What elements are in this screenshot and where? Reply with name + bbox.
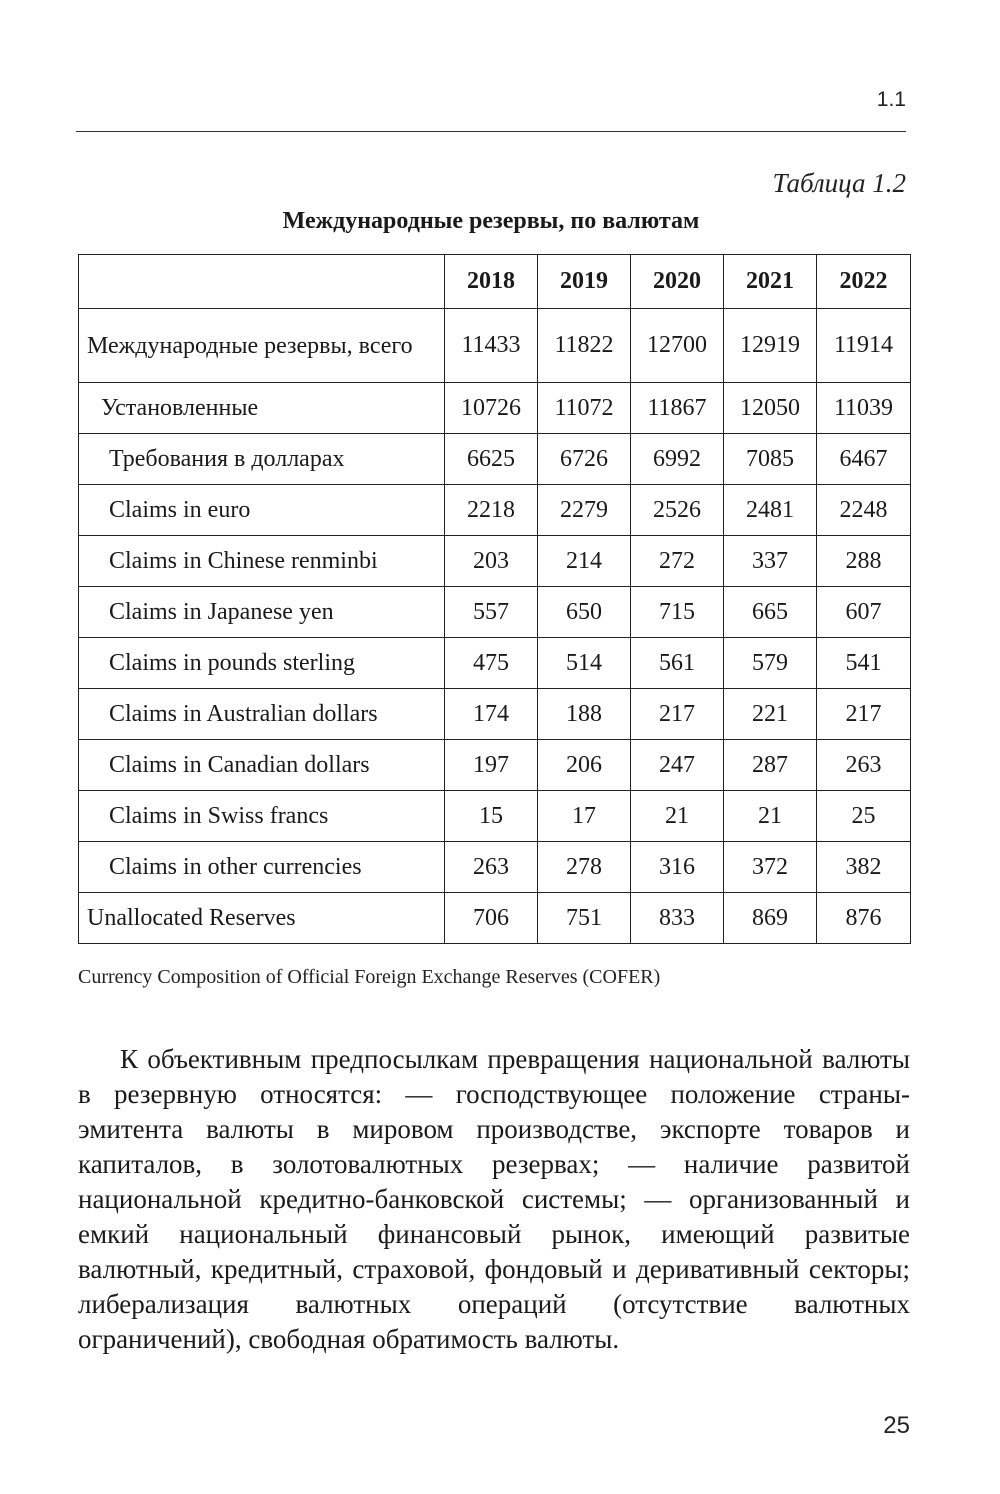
value-cell: 869 — [724, 893, 817, 944]
value-cell: 316 — [631, 842, 724, 893]
value-cell: 21 — [724, 791, 817, 842]
value-cell: 514 — [538, 638, 631, 689]
value-cell: 247 — [631, 740, 724, 791]
value-cell: 15 — [445, 791, 538, 842]
value-cell: 2279 — [538, 485, 631, 536]
value-cell: 751 — [538, 893, 631, 944]
row-label: Claims in Swiss francs — [79, 791, 445, 842]
value-cell: 2481 — [724, 485, 817, 536]
value-cell: 174 — [445, 689, 538, 740]
value-cell: 337 — [724, 536, 817, 587]
table-row — [79, 536, 911, 587]
row-label: Claims in Chinese renminbi — [79, 536, 445, 587]
table-label: Таблица 1.2 — [772, 168, 906, 198]
value-cell: 17 — [538, 791, 631, 842]
value-cell: 2218 — [445, 485, 538, 536]
value-cell: 25 — [817, 791, 911, 842]
row-label: Claims in euro — [79, 485, 445, 536]
table-row — [79, 791, 911, 842]
year-header: 2020 — [631, 255, 724, 309]
value-cell: 217 — [631, 689, 724, 740]
row-label: Unallocated Reserves — [79, 893, 445, 944]
value-cell: 11039 — [817, 383, 911, 434]
value-cell: 561 — [631, 638, 724, 689]
value-cell: 475 — [445, 638, 538, 689]
header-rule — [76, 131, 906, 132]
table-row — [79, 893, 911, 944]
value-cell: 21 — [631, 791, 724, 842]
section-number: 1.1 — [876, 88, 906, 111]
value-cell: 11433 — [445, 309, 538, 383]
table-row — [79, 587, 911, 638]
value-cell: 541 — [817, 638, 911, 689]
value-cell: 607 — [817, 587, 911, 638]
value-cell: 12919 — [724, 309, 817, 383]
table-row — [79, 638, 911, 689]
table-row — [79, 434, 911, 485]
value-cell: 11072 — [538, 383, 631, 434]
value-cell: 11867 — [631, 383, 724, 434]
value-cell: 876 — [817, 893, 911, 944]
value-cell: 203 — [445, 536, 538, 587]
value-cell: 833 — [631, 893, 724, 944]
value-cell: 2248 — [817, 485, 911, 536]
value-cell: 665 — [724, 587, 817, 638]
value-cell: 197 — [445, 740, 538, 791]
table-header-row — [79, 255, 911, 309]
value-cell: 188 — [538, 689, 631, 740]
year-header: 2018 — [445, 255, 538, 309]
body-paragraph: К объективным предпосылкам превращения национальной валюты в резервную относятся: — господствующее положение страны-эмитента валюты в мировом производстве, экспорте товаров и капиталов, в золотовалютных резервах; — наличие развитой национальной кредитно-банковской системы; — организованный и емкий национальный финансовый рынок, имеющий развитые валютный, кредитный, страховой, фондовый и деривативный секторы; либерализация валютных операций (отсутствие валютных ограничений), свободная обратимость валюты. — [78, 1044, 910, 1354]
value-cell: 11822 — [538, 309, 631, 383]
value-cell: 10726 — [445, 383, 538, 434]
row-label: Claims in Japanese yen — [79, 587, 445, 638]
value-cell: 11914 — [817, 309, 911, 383]
row-label: Claims in pounds sterling — [79, 638, 445, 689]
row-label: Claims in other currencies — [79, 842, 445, 893]
value-cell: 287 — [724, 740, 817, 791]
year-header: 2019 — [538, 255, 631, 309]
value-cell: 6726 — [538, 434, 631, 485]
value-cell: 272 — [631, 536, 724, 587]
value-cell: 12700 — [631, 309, 724, 383]
value-cell: 6467 — [817, 434, 911, 485]
value-cell: 6992 — [631, 434, 724, 485]
value-cell: 278 — [538, 842, 631, 893]
table-row — [79, 842, 911, 893]
table-title: Международные резервы, по валютам — [282, 208, 700, 234]
value-cell: 214 — [538, 536, 631, 587]
value-cell: 221 — [724, 689, 817, 740]
table-row — [79, 485, 911, 536]
value-cell: 7085 — [724, 434, 817, 485]
reserves-table — [78, 254, 911, 944]
page-number: 25 — [883, 1412, 910, 1439]
value-cell: 263 — [445, 842, 538, 893]
value-cell: 217 — [817, 689, 911, 740]
value-cell: 382 — [817, 842, 911, 893]
value-cell: 263 — [817, 740, 911, 791]
row-label: Международные резервы, всего — [79, 309, 445, 383]
value-cell: 579 — [724, 638, 817, 689]
row-label: Claims in Canadian dollars — [79, 740, 445, 791]
value-cell: 715 — [631, 587, 724, 638]
table-source: Currency Composition of Official Foreign Exchange Reserves (COFER) — [78, 966, 661, 988]
row-label: Установленные — [79, 383, 445, 434]
value-cell: 288 — [817, 536, 911, 587]
row-label: Claims in Australian dollars — [79, 689, 445, 740]
value-cell: 12050 — [724, 383, 817, 434]
value-cell: 650 — [538, 587, 631, 638]
table-row — [79, 740, 911, 791]
value-cell: 557 — [445, 587, 538, 638]
table-row — [79, 309, 911, 383]
value-cell: 706 — [445, 893, 538, 944]
table-row — [79, 689, 911, 740]
table-row — [79, 383, 911, 434]
value-cell: 372 — [724, 842, 817, 893]
header-label-cell — [79, 255, 445, 309]
value-cell: 206 — [538, 740, 631, 791]
value-cell: 6625 — [445, 434, 538, 485]
row-label: Требования в долларах — [79, 434, 445, 485]
year-header: 2022 — [817, 255, 911, 309]
value-cell: 2526 — [631, 485, 724, 536]
year-header: 2021 — [724, 255, 817, 309]
